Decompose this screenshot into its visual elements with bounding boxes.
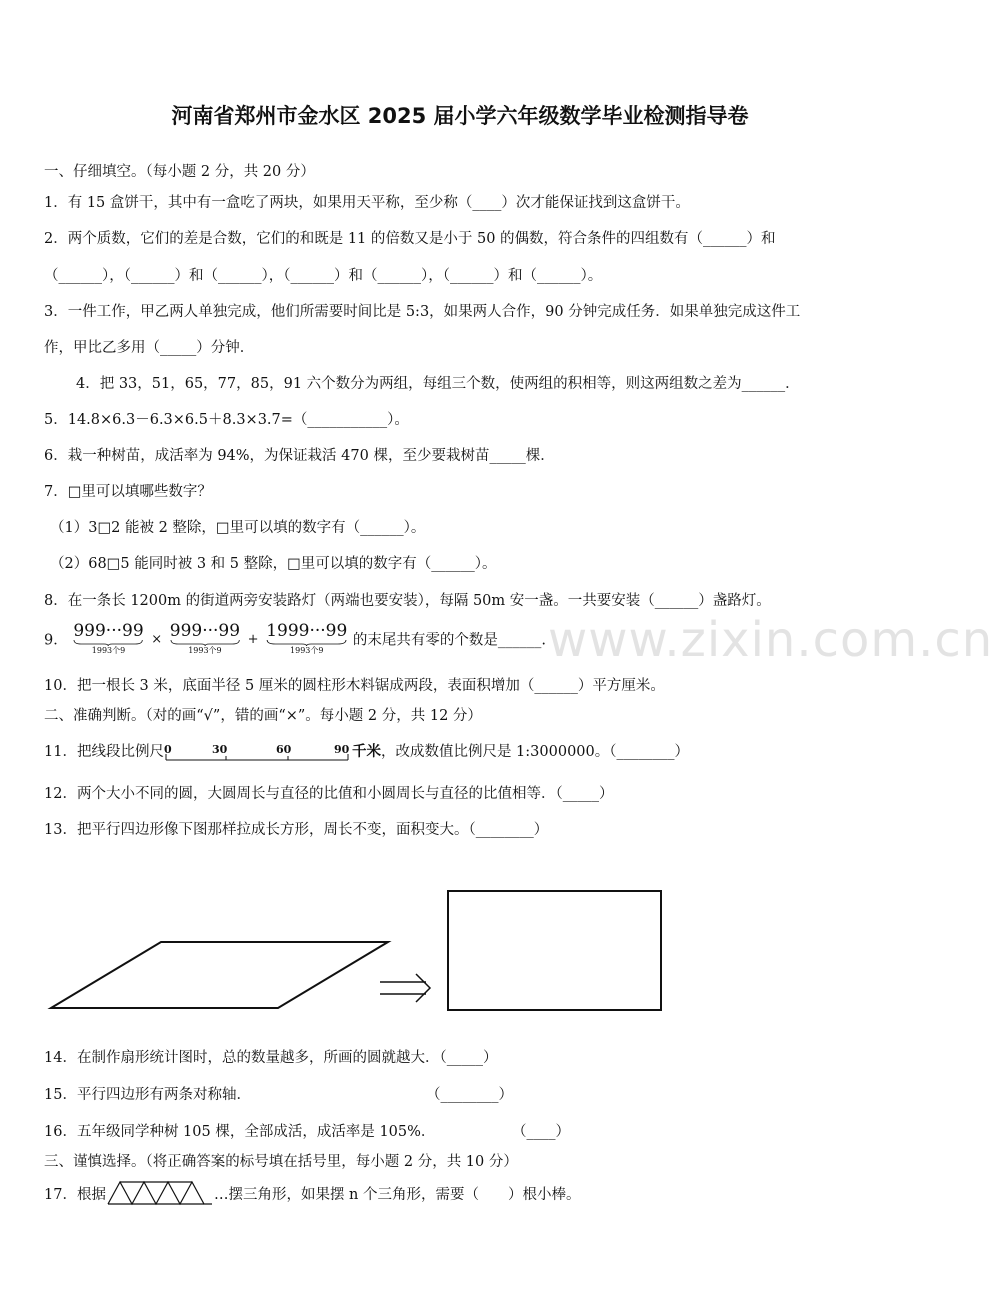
scale-bar bbox=[164, 742, 352, 762]
term-3-digits: 1999···99 bbox=[266, 621, 348, 641]
scale-line bbox=[164, 742, 352, 764]
watermark: www.zixin.com.cn bbox=[548, 612, 993, 668]
question-2-line-2: （______），（______）和（______），（______）和（______），（______）和（______）。 bbox=[44, 268, 603, 284]
term-2 bbox=[170, 622, 240, 656]
question-3-line-1: 3．一件工作，甲乙两人单独完成，他们所需要时间比是 5:3，如果两人合作，90 分钟完成任务．如果单独完成这件工 bbox=[44, 304, 801, 320]
question-17-suffix: …摆三角形，如果摆 n 个三角形，需要（ ）根小棒。 bbox=[213, 1187, 581, 1203]
parallelogram-shape bbox=[51, 942, 388, 1008]
question-8: 8．在一条长 1200m 的街道两旁安装路灯（两端也要安装），每隔 50m 安一盏。一共要安装（______）盏路灯。 bbox=[44, 593, 771, 609]
question-11-suffix: ，改成数值比例尺是 1:3000000。（________） bbox=[380, 744, 689, 760]
scale-tick-0: 0 bbox=[163, 743, 172, 756]
question-12: 12．两个大小不同的圆，大圆周长与直径的比值和小圆周长与直径的比值相等．（_____） bbox=[44, 786, 614, 802]
question-3-line-2: 作，甲比乙多用（_____）分钟． bbox=[44, 340, 255, 356]
question-11 bbox=[44, 742, 689, 762]
question-17-prefix: 17．根据 bbox=[44, 1187, 106, 1203]
term-1-subscript: 1993个9 bbox=[91, 646, 126, 655]
times-sign: × bbox=[151, 631, 163, 647]
plus-sign: + bbox=[247, 631, 259, 647]
question-11-prefix: 11．把线段比例尺 bbox=[44, 744, 164, 760]
question-16-answer: （____） bbox=[512, 1124, 570, 1140]
question-15-answer: （________） bbox=[426, 1087, 513, 1103]
triangle-strip-figure bbox=[106, 1180, 214, 1206]
double-arrow-icon bbox=[380, 974, 430, 1002]
term-3-subscript: 1993个9 bbox=[290, 646, 324, 655]
rectangle-shape bbox=[448, 891, 661, 1010]
question-7-part-1: （1）3□2 能被 2 整除，□里可以填的数字有（______）。 bbox=[50, 520, 426, 536]
scale-unit: 千米 bbox=[351, 743, 381, 760]
question-2-line-1: 2．两个质数，它们的差是合数，它们的和既是 11 的倍数又是小于 50 的偶数，符合条件的四组数有（______）和 bbox=[44, 231, 776, 247]
question-7: 7．□里可以填哪些数字？ bbox=[44, 484, 212, 500]
question-16: 16．五年级同学种树 105 棵，全部成活，成活率是 105%． bbox=[44, 1124, 436, 1140]
section-3-heading: 三、谨慎选择。（将正确答案的标号填在括号里，每小题 2 分，共 10 分） bbox=[44, 1154, 518, 1170]
question-10: 10．把一根长 3 米，底面半径 5 厘米的圆柱形木料锯成两段，表面积增加（______）平方厘米。 bbox=[44, 678, 665, 694]
question-9 bbox=[44, 622, 546, 656]
question-7-part-2: （2）68□5 能同时被 3 和 5 整除，□里可以填的数字有（______）。 bbox=[50, 556, 497, 572]
question-15: 15．平行四边形有两条对称轴． bbox=[44, 1087, 251, 1103]
question-9-tail: 的末尾共有零的个数是______. bbox=[352, 632, 547, 649]
question-5: 5．14.8×6.3－6.3×6.5＋8.3×3.7=（___________）。 bbox=[44, 412, 409, 428]
term-2-digits: 999···99 bbox=[169, 621, 241, 641]
question-14: 14．在制作扇形统计图时，总的数量越多，所画的圆就越大．（_____） bbox=[44, 1050, 498, 1066]
scale-tick-30: 30 bbox=[211, 743, 228, 756]
section-1-heading: 一、仔细填空。（每小题 2 分，共 20 分） bbox=[44, 164, 315, 180]
section-2-heading: 二、准确判断。（对的画“√”，错的画“×”。每小题 2 分，共 12 分） bbox=[44, 708, 482, 724]
term-1-digits: 999···99 bbox=[73, 621, 144, 641]
term-3 bbox=[266, 622, 347, 656]
question-17 bbox=[44, 1182, 581, 1208]
term-2-subscript: 1993个9 bbox=[188, 646, 222, 655]
question-6: 6．栽一种树苗，成活率为 94%，为保证栽活 470 棵，至少要栽树苗_____棵． bbox=[44, 448, 555, 464]
scale-tick-90: 90 bbox=[333, 743, 350, 756]
scale-tick-60: 60 bbox=[275, 743, 292, 756]
question-4: 4．把 33，51，65，77，85，91 六个数分为两组，每组三个数，使两组的积相等，则这两组数之差为______． bbox=[76, 376, 800, 392]
question-13: 13．把平行四边形像下图那样拉成长方形，周长不变，面积变大。（________） bbox=[44, 822, 549, 838]
page-title: 河南省郑州市金水区 2025 届小学六年级数学毕业检测指导卷 bbox=[171, 104, 749, 128]
term-1 bbox=[73, 622, 143, 656]
parallelogram-to-rectangle-figure bbox=[0, 880, 920, 1020]
question-1: 1．有 15 盒饼干，其中有一盒吃了两块，如果用天平称，至少称（____）次才能保证找到这盒饼干。 bbox=[44, 195, 690, 211]
question-9-number: 9． bbox=[44, 632, 68, 649]
